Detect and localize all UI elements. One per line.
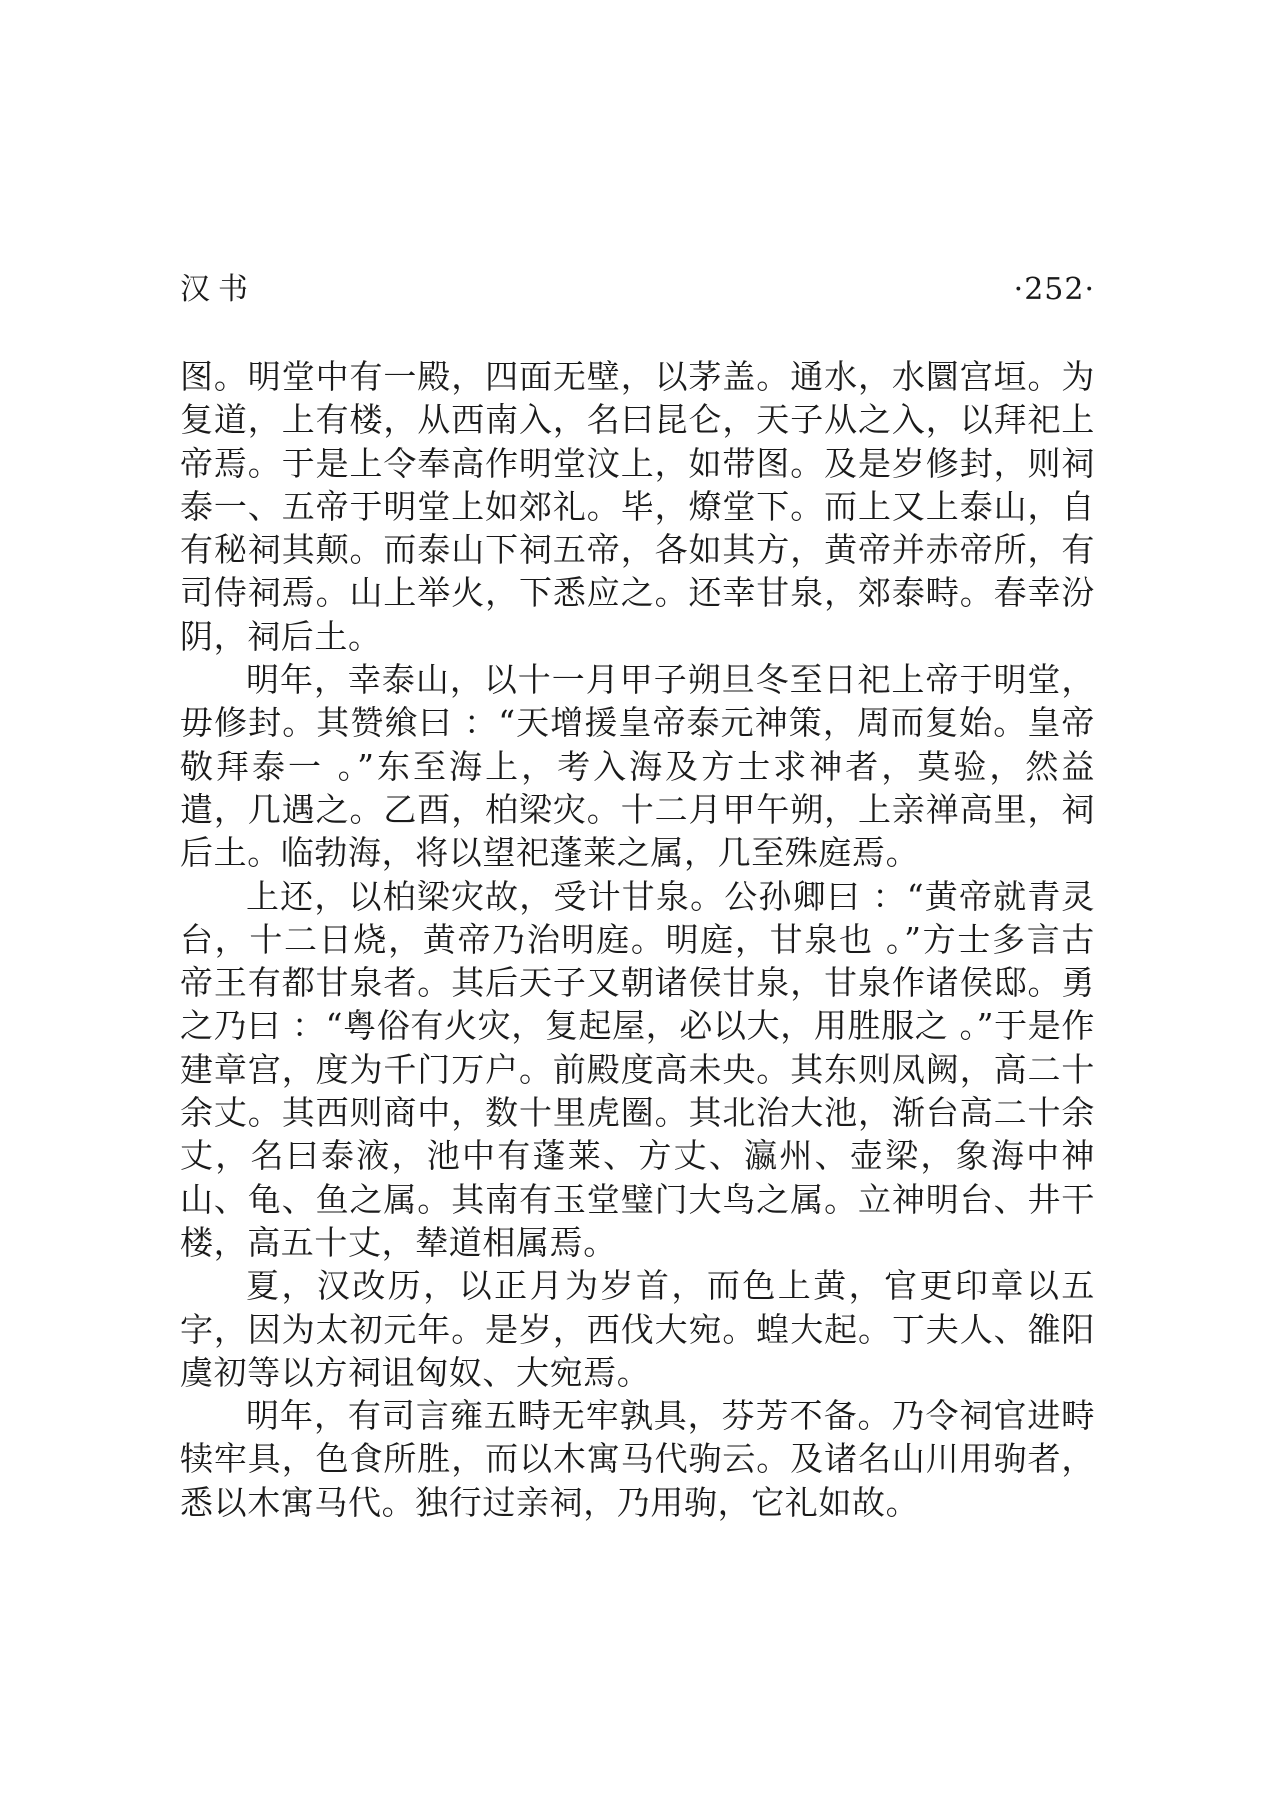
book-title: 汉书 [180, 272, 256, 307]
paragraph-1: 图。明堂中有一殿，四面无壁，以茅盖。通水，水圜宫垣。为复道，上有楼，从西南入，名曰昆仑，天子从之入，以拜祀上帝焉。于是上令奉高作明堂汶上，如带图。及是岁修封，则祠泰一、五帝于明堂上如郊礼。毕，燎堂下。而上又上泰山，自有秘祠其颠。而泰山下祠五帝，各如其方，黄帝并赤帝所，有司侍祠焉。山上举火，下悉应之。还幸甘泉，郊泰畤。春幸汾阴，祠后土。 [180, 357, 1095, 656]
paragraph-3: 上还，以柏梁灾故，受计甘泉。公孙卿曰 ：“黄帝就青灵台，十二日烧，黄帝乃治明庭。明庭，甘泉也 。”方士多言古帝王有都甘泉者。其后天子又朝诸侯甘泉，甘泉作诸侯邸。勇之乃曰 ：“粤俗有火灾，复起屋，必以大，用胜服之 。”于是作建章宫，度为千门万户。前殿度高未央。其东则凤阙，高二十余丈。其西则商中，数十里虎圈。其北治大池，渐台高二十余丈，名曰泰液，池中有蓬莱、方丈、瀛州、壶梁，象海中神山、龟、鱼之属。其南有玉堂璧门大鸟之属。立神明台、井干楼，高五十丈，辇道相属焉。 [180, 876, 1095, 1262]
paragraph-2: 明年，幸泰山，以十一月甲子朔旦冬至日祀上帝于明堂，毋修封。其赞飨曰 ：“天增援皇帝泰元神策，周而复始。皇帝敬拜泰一 。”东至海上，考入海及方士求神者，莫验，然益遣，几遇之。乙酉，柏梁灾。十二月甲午朔，上亲禅高里，祠后土。临勃海，将以望祀蓬莱之属，几至殊庭焉。 [180, 660, 1095, 873]
body-text [180, 355, 1095, 1524]
paragraph-5: 明年，有司言雍五畤无牢孰具，芬芳不备。乃令祠官进畤犊牢具，色食所胜，而以木寓马代驹云。及诸名山川用驹者，悉以木寓马代。独行过亲祠，乃用驹，它礼如故。 [180, 1396, 1095, 1522]
page-number: ·252· [1013, 272, 1095, 307]
running-header [180, 270, 1095, 310]
paragraph-4: 夏，汉改历，以正月为岁首，而色上黄，官更印章以五字，因为太初元年。是岁，西伐大宛。蝗大起。丁夫人、雒阳虞初等以方祠诅匈奴、大宛焉。 [180, 1266, 1095, 1392]
